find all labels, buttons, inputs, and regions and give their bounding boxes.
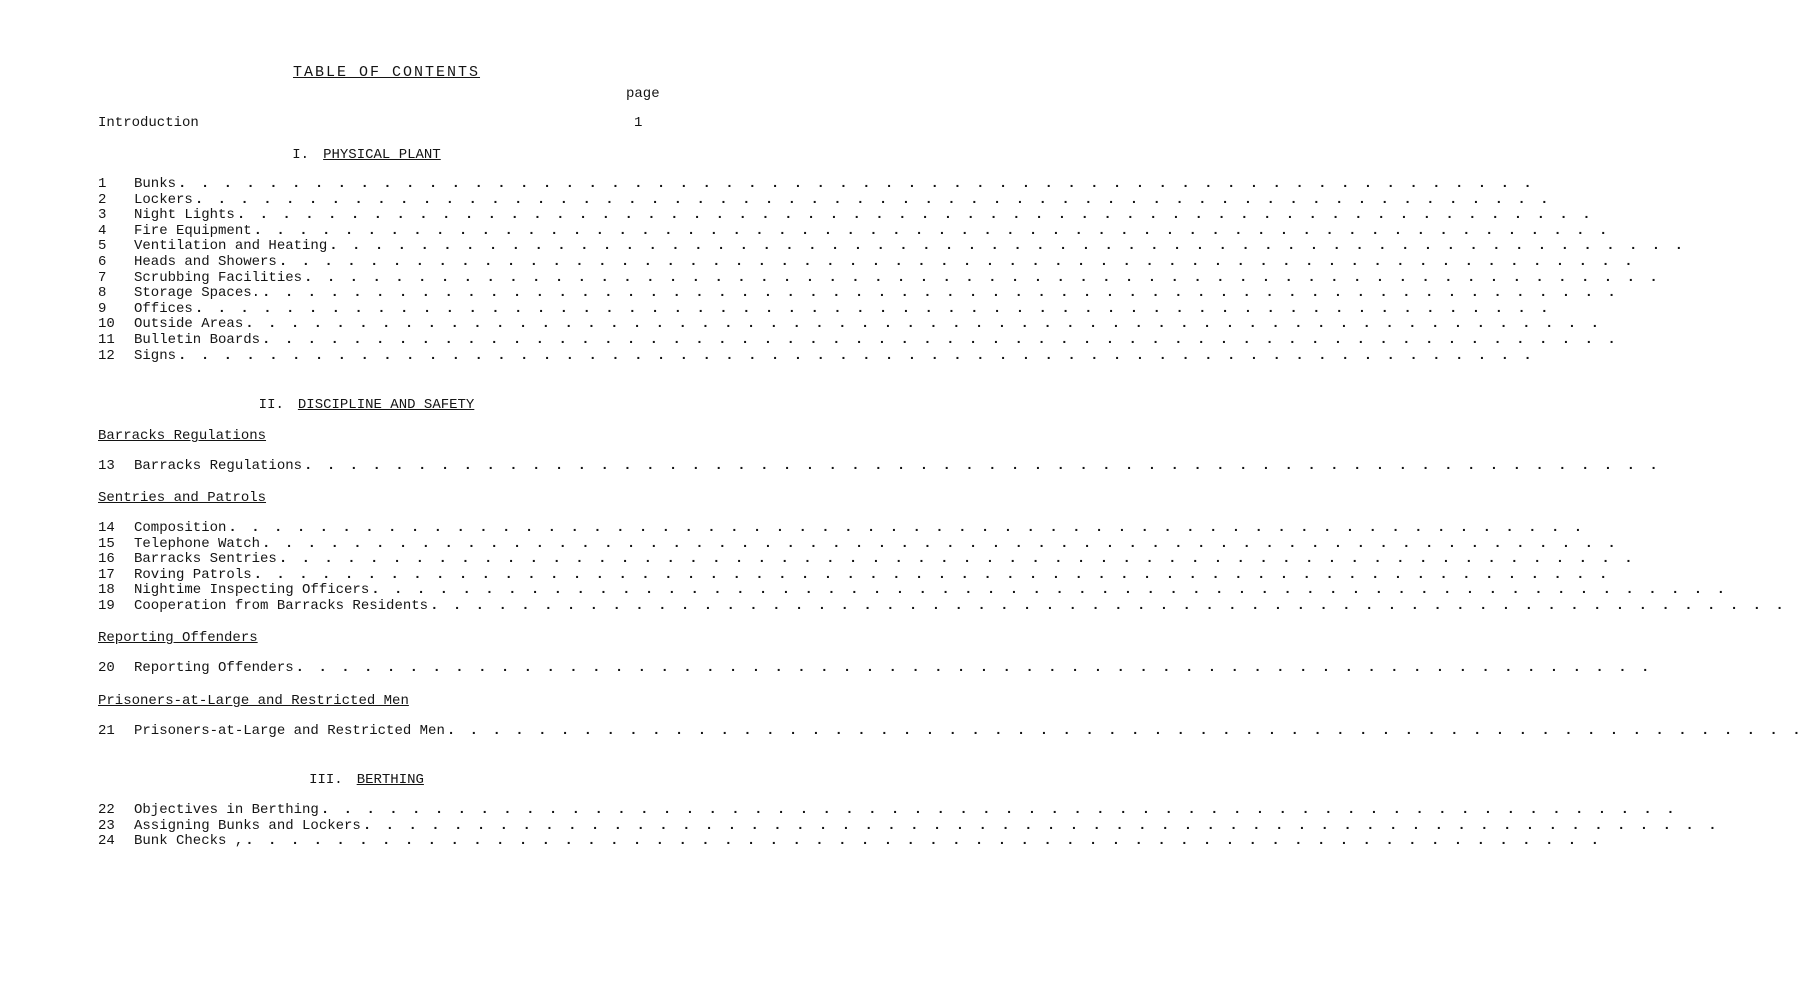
dot-leader: . . . . . . . . . . . . . . . . . . . . . . . . . . . . . . . . . . . . . . . . . . . . . . . . . . . . . . . . . . . . [245,833,1602,850]
toc-entry [98,176,1535,193]
introduction-page-number: 1 [634,115,643,131]
toc-entry-number: 10 [98,316,115,333]
section-roman-numeral: II. [258,397,284,413]
dot-leader: . . . . . . . . . . . . . . . . . . . . . . . . . . . . . . . . . . . . . . . . . . . . . . . . . . . . . . . . . . . . [245,316,1602,333]
toc-entry-label: Scrubbing Facilities [134,269,303,286]
dot-leader: . . . . . . . . . . . . . . . . . . . . . . . . . . . . . . . . . . . . . . . . . . . . . . . . . . . . . . . . . . . . [295,660,1653,676]
toc-entry-label: Heads and Showers [134,253,277,270]
toc-entry [98,723,1804,740]
dot-leader: . . . . . . . . . . . . . . . . . . . . . . . . . . . . . . . . . . . . . . . . . . . . . . . . . . . . . . . . . . . . [262,285,1619,302]
toc-entries-prisoners-at-large [98,723,1804,740]
section-title: DISCIPLINE AND SAFETY [297,397,475,413]
toc-entry-label: Storage Spaces. [134,285,261,302]
dot-leader: . . . . . . . . . . . . . . . . . . . . . . . . . . . . . . . . . . . . . . . . . . . . . . . . . . . . . . . . . . . . [178,347,1535,364]
toc-entry [98,269,1661,287]
toc-entry-number: 13 [98,458,115,474]
toc-entries-sentries-and-patrols [98,520,1787,615]
toc-entry [98,238,1686,255]
toc-entry-label: Ventilation and Heating [134,238,328,255]
subheading-prisoners-at-large: Prisoners-at-Large and Restricted Men [98,693,409,709]
toc-entry-number: 23 [98,817,115,834]
section-heading-physical-plant [0,147,733,163]
toc-entry-number: 22 [98,802,115,818]
dot-leader: . . . . . . . . . . . . . . . . . . . . . . . . . . . . . . . . . . . . . . . . . . . . . . . . . . . . . . . . . . . . [253,222,1611,239]
toc-entry-label: Outside Areas [134,316,244,333]
toc-entries-physical-plant [98,176,1686,364]
toc-entry-label: Objectives in Berthing [134,802,319,818]
dot-leader: . . . . . . . . . . . . . . . . . . . . . . . . . . . . . . . . . . . . . . . . . . . . . . . . . . . . . . . . . . . . [262,535,1619,552]
toc-entry-number: 15 [98,535,115,552]
toc-entry-label: Fire Equipment [134,222,252,239]
dot-leader: . . . . . . . . . . . . . . . . . . . . . . . . . . . . . . . . . . . . . . . . . . . . . . . . . . . . . . . . . . . . [178,176,1535,192]
toc-entry [98,331,1619,349]
toc-entry [98,253,1636,271]
toc-entry-label: Bunks [134,176,177,192]
toc-entry [98,285,1619,302]
toc-entry-label: Signs [134,347,177,364]
toc-entry [98,458,1661,475]
dot-leader: . . . . . . . . . . . . . . . . . . . . . . . . . . . . . . . . . . . . . . . . . . . . . . . . . . . . . . . . . . . . [304,458,1661,474]
section-title: BERTHING [356,772,424,788]
subheading-barracks-regulations: Barracks Regulations [98,428,267,444]
toc-entry [98,802,1678,819]
toc-entry-label: Roving Patrols [134,566,252,583]
section-heading-berthing [0,772,733,788]
toc-entries-barracks-regulations [98,458,1661,475]
toc-entry-number: 12 [98,347,115,364]
toc-entry-number: 6 [98,253,107,270]
toc-entry-number: 11 [98,331,115,348]
toc-entry [98,300,1552,318]
toc-entry-number: 18 [98,582,115,599]
toc-entry-label: Cooperation from Barracks Residents [134,597,429,614]
toc-entry-label: Barracks Sentries [134,551,277,568]
section-roman-numeral: I. [292,147,310,163]
dot-leader: . . . . . . . . . . . . . . . . . . . . . . . . . . . . . . . . . . . . . . . . . . . . . . . . . . . . . . . . . . . . [194,191,1552,208]
section-roman-numeral: III. [309,772,343,788]
toc-entry [98,566,1611,584]
toc-entry-number: 14 [98,520,115,536]
toc-entry-number: 2 [98,191,107,208]
toc-entry-label: Lockers [134,191,193,208]
toc-entry-number: 4 [98,222,107,239]
toc-entry-label: Reporting Offenders [134,660,294,676]
page-column-label: page [626,86,660,102]
toc-entries-berthing [98,802,1720,850]
toc-entry-number: 3 [98,207,107,224]
toc-entry-label: Bunk Checks , [134,833,244,850]
toc-entry-label: Nightime Inspecting Officers [134,582,370,599]
toc-entry [98,222,1611,240]
toc-entry [98,347,1535,365]
dot-leader: . . . . . . . . . . . . . . . . . . . . . . . . . . . . . . . . . . . . . . . . . . . . . . . . . . . . . . . . . . . . [362,817,1720,834]
dot-leader: . . . . . . . . . . . . . . . . . . . . . . . . . . . . . . . . . . . . . . . . . . . . . . . . . . . . . . . . . . . . [262,331,1619,348]
toc-entry-label: Night Lights [134,207,235,224]
toc-entry [98,551,1636,568]
dot-leader: . . . . . . . . . . . . . . . . . . . . . . . . . . . . . . . . . . . . . . . . . . . . . . . . . . . . . . . . . . . . [253,566,1611,583]
toc-entry-number: 21 [98,723,115,739]
toc-entry-label: Assigning Bunks and Lockers [134,817,361,834]
toc-entry [98,817,1720,835]
dot-leader: . . . . . . . . . . . . . . . . . . . . . . . . . . . . . . . . . . . . . . . . . . . . . . . . . . . . . . . . . . . . [320,802,1678,818]
dot-leader: . . . . . . . . . . . . . . . . . . . . . . . . . . . . . . . . . . . . . . . . . . . . . . . . . . . . . . . . . . . . [446,723,1804,739]
toc-entry-label: Composition [134,520,227,536]
toc-entry [98,582,1729,599]
toc-entry-label: Prisoners-at-Large and Restricted Men [134,723,445,739]
dot-leader: . . . . . . . . . . . . . . . . . . . . . . . . . . . . . . . . . . . . . . . . . . . . . . . . . . . . . . . . . . . . [278,551,1636,568]
toc-entry-number: 24 [98,833,115,850]
section-heading-discipline-and-safety [0,397,733,413]
page-title: TABLE OF CONTENTS [292,64,481,81]
toc-entry [98,207,1594,224]
toc-entry-label: Bulletin Boards [134,331,261,348]
dot-leader: . . . . . . . . . . . . . . . . . . . . . . . . . . . . . . . . . . . . . . . . . . . . . . . . . . . . . . . . . . . . [304,269,1661,286]
toc-entry-number: 16 [98,551,115,568]
dot-leader: . . . . . . . . . . . . . . . . . . . . . . . . . . . . . . . . . . . . . . . . . . . . . . . . . . . . . . . . . . . . [194,300,1552,317]
toc-entries-reporting-offenders [98,660,1653,677]
toc-entry-number: 5 [98,238,107,255]
subheading-reporting-offenders: Reporting Offenders [98,630,258,646]
toc-entry [98,535,1619,553]
toc-entry-label: Offices [134,300,193,317]
dot-leader: . . . . . . . . . . . . . . . . . . . . . . . . . . . . . . . . . . . . . . . . . . . . . . . . . . . . . . . . . . . . [278,253,1636,270]
section-title: PHYSICAL PLANT [323,147,441,163]
toc-entry-number: 9 [98,300,107,317]
toc-entry-number: 1 [98,176,107,192]
dot-leader: . . . . . . . . . . . . . . . . . . . . . . . . . . . . . . . . . . . . . . . . . . . . . . . . . . . . . . . . . . . . [329,238,1686,255]
toc-entry-number: 8 [98,285,107,302]
toc-entry [98,833,1602,850]
dot-leader: . . . . . . . . . . . . . . . . . . . . . . . . . . . . . . . . . . . . . . . . . . . . . . . . . . . . . . . . . . . . [430,597,1787,614]
toc-entry [98,660,1653,677]
dot-leader: . . . . . . . . . . . . . . . . . . . . . . . . . . . . . . . . . . . . . . . . . . . . . . . . . . . . . . . . . . . . [236,207,1594,224]
toc-entry-label: Barracks Regulations [134,458,303,474]
toc-entry [98,316,1602,333]
toc-entry-label: Telephone Watch [134,535,261,552]
toc-entry-number: 17 [98,566,115,583]
toc-entry [98,597,1787,615]
toc-entry [98,191,1552,209]
toc-entry-number: 19 [98,597,115,614]
toc-entry-number: 20 [98,660,115,676]
dot-leader: . . . . . . . . . . . . . . . . . . . . . . . . . . . . . . . . . . . . . . . . . . . . . . . . . . . . . . . . . . . . [371,582,1729,599]
introduction-label: Introduction [98,115,199,131]
toc-entry [98,520,1586,537]
dot-leader: . . . . . . . . . . . . . . . . . . . . . . . . . . . . . . . . . . . . . . . . . . . . . . . . . . . . . . . . . . . . [228,520,1586,536]
subheading-sentries-and-patrols: Sentries and Patrols [98,490,267,506]
toc-entry-number: 7 [98,269,107,286]
